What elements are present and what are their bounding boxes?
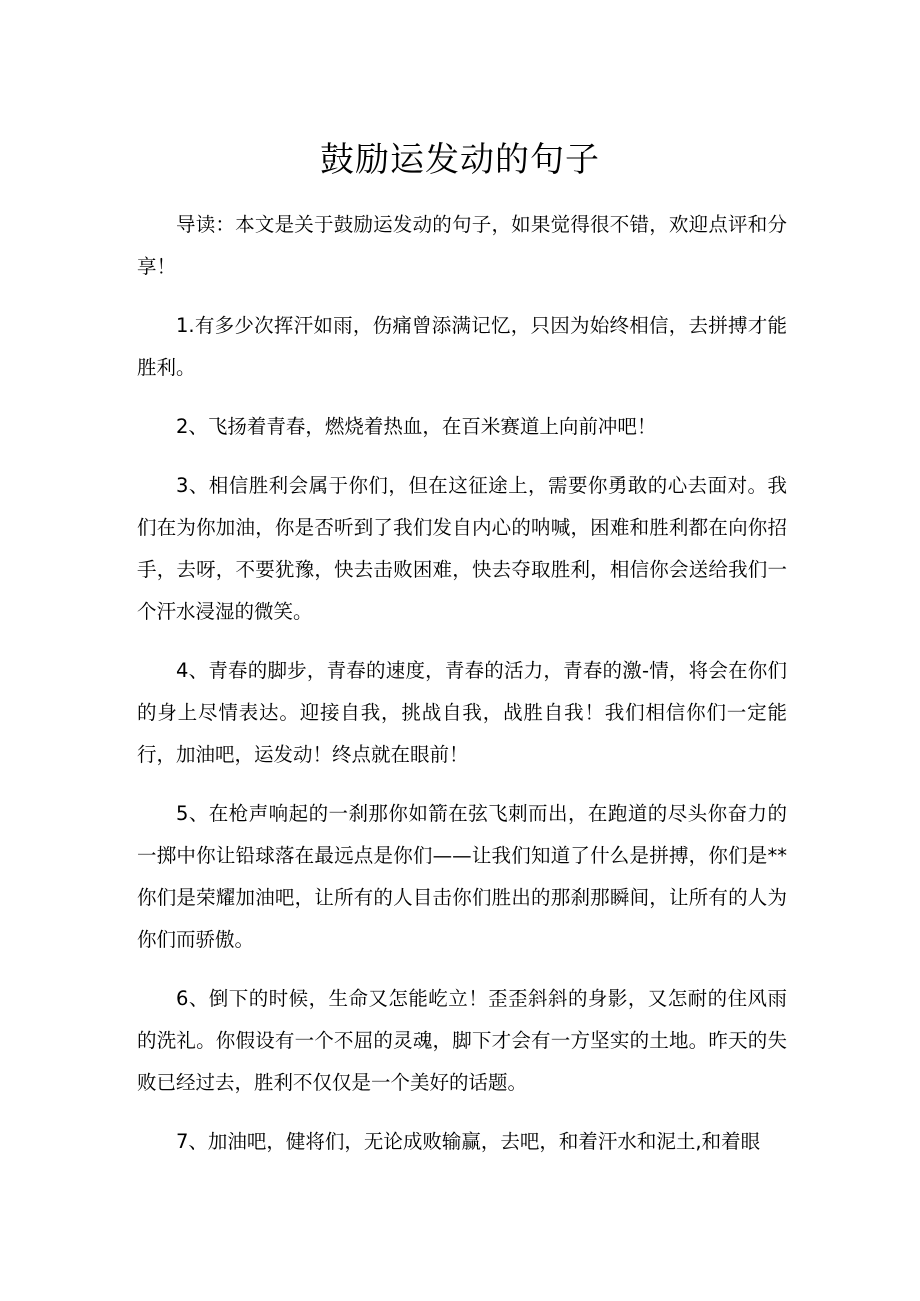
paragraph-7: 7、加油吧，健将们，无论成败输赢，去吧，和着汗水和泥土,和着眼: [176, 1130, 761, 1153]
document-title: 鼓励运发动的句子: [320, 140, 600, 180]
paragraph-4: 4、青春的脚步，青春的速度，青春的活力，青春的激-情，将会在你们的身上尽情表达。迎接自我，挑战自我，战胜自我！我们相信你们一定能行，加油吧，运发动！终点就在眼前！: [137, 659, 787, 766]
paragraph-6: 6、倒下的时候，生命又怎能屹立！歪歪斜斜的身影，又怎耐的住风雨的洗礼。你假设有一个不屈的灵魂，脚下才会有一方坚实的土地。昨天的失败已经过去，胜利不仅仅是一个美好的话题。: [137, 987, 787, 1094]
paragraph-intro: 导读：本文是关于鼓励运发动的句子，如果觉得很不错，欢迎点评和分享！: [137, 213, 787, 278]
document-body: [137, 204, 787, 1180]
paragraph-2: 2、飞扬着青春，燃烧着热血，在百米赛道上向前冲吧！: [176, 415, 657, 438]
paragraph-5: 5、在枪声响起的一刹那你如箭在弦飞刺而出，在跑道的尽头你奋力的一掷中你让铅球落在最远点是你们——让我们知道了什么是拼搏，你们是**你们是荣耀加油吧，让所有的人目击你们胜出的那刹那瞬间，让所有的人为你们而骄傲。: [137, 802, 787, 951]
paragraph-1: 1.有多少次挥汗如雨，伤痛曾添满记忆，只因为始终相信，去拼搏才能胜利。: [137, 314, 787, 379]
paragraph-3: 3、相信胜利会属于你们，但在这征途上，需要你勇敢的心去面对。我们在为你加油，你是否听到了我们发自内心的呐喊，困难和胜利都在向你招手，去呀，不要犹豫，快去击败困难，快去夺取胜利，相信你会送给我们一个汗水浸湿的微笑。: [137, 474, 787, 623]
